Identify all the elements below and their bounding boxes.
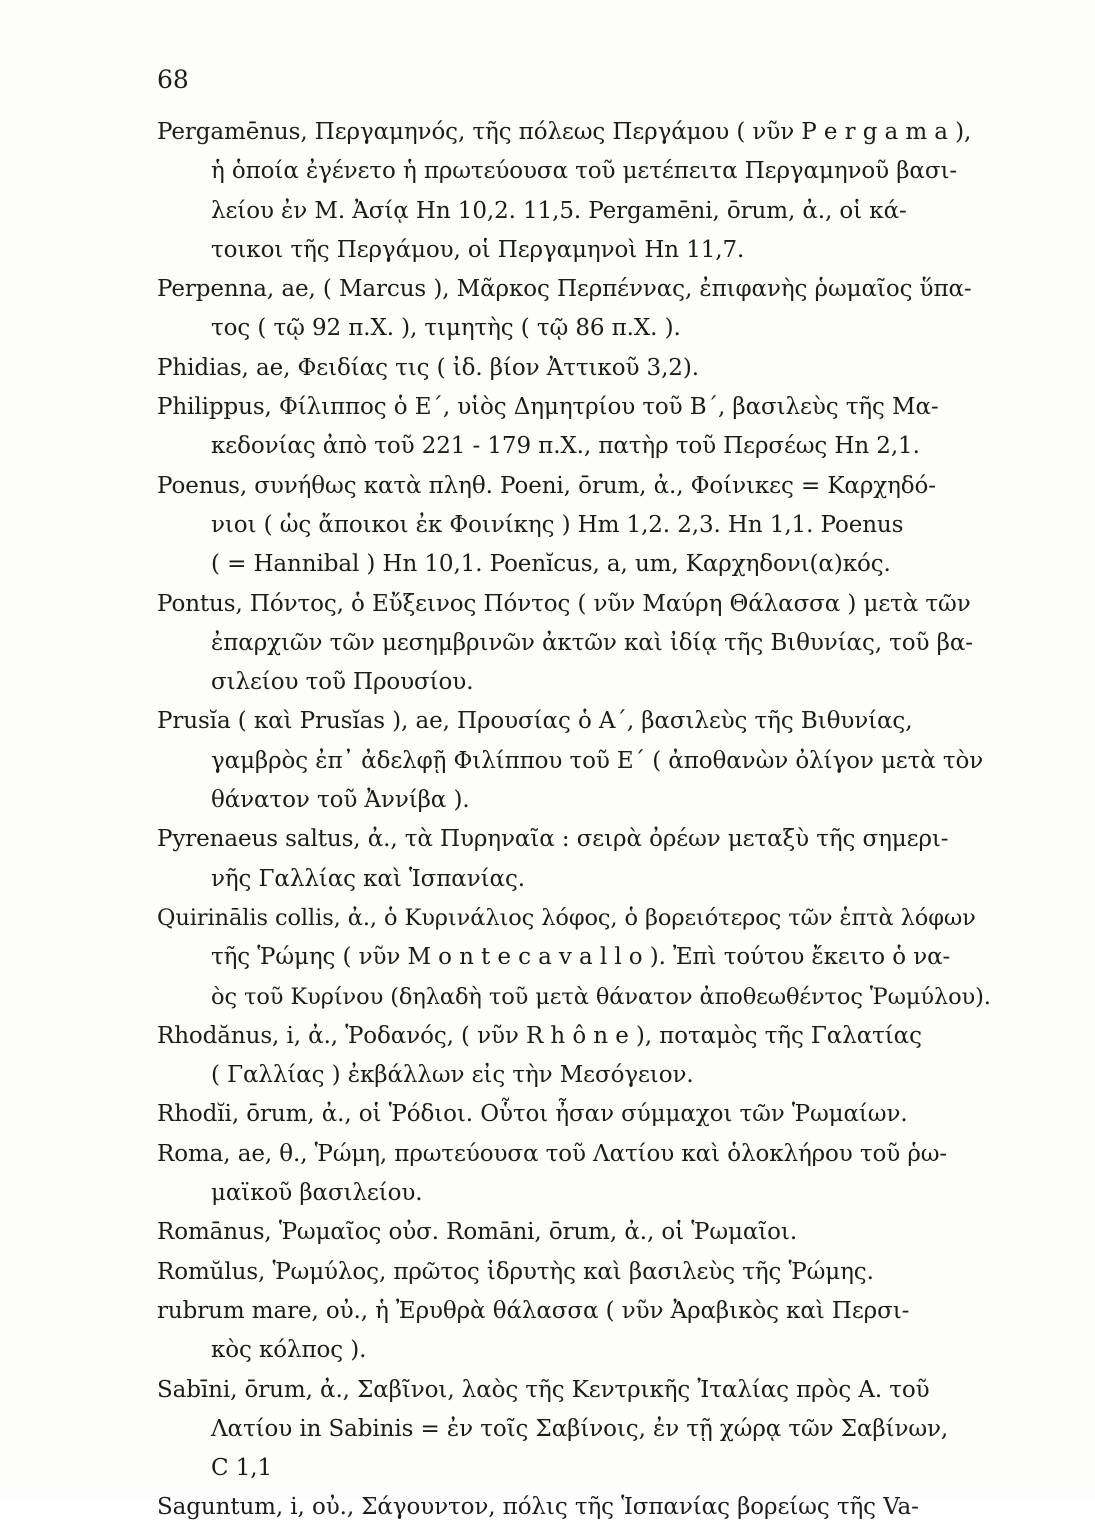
entry-first-line: Sabīni, ōrum, ἀ., Σαβῖνοι, λαὸς τῆς Κεντρικῆς Ἰταλίας πρὸς Α. τοῦ [157,1376,930,1403]
entry-first-line: Pyrenaeus saltus, ἀ., τὰ Πυρηναῖα : σειρὰ ὀρέων μεταξὺ τῆς σημερι- [157,826,949,853]
entry-continuation-line: ὸς τοῦ Κυρίνου (δηλαδὴ τοῦ μετὰ θάνατον ἀποθεωθέντος Ῥωμύλου). [211,983,991,1010]
entry-continuation-line: νῆς Γαλλίας καὶ Ἱσπανίας. [211,865,525,892]
glossary-entry [157,1292,992,1371]
entry-first-line: Prusĭa ( καὶ Prusĭas ), ae, Προυσίας ὁ Α΄, βασιλεὺς τῆς Βιθυνίας, [157,708,913,735]
entry-first-line: Quirinālis collis, ἀ., ὁ Κυρινάλιος λόφος, ὁ βορειότερος τῶν ἑπτὰ λόφων [157,904,976,931]
entry-continuation-line: ἡ ὁποία ἐγένετο ἡ πρωτεύουσα τοῦ μετέπειτα Περγαμηνοῦ βασι- [211,158,958,185]
entry-first-line: Philippus, Φίλιππος ὁ Ε΄, υἱὸς Δημητρίου τοῦ Β΄, βασιλεὺς τῆς Μα- [157,394,939,421]
entry-continuation-line: λείου ἐν M. Ἀσίᾳ Hn 10,2. 11,5. Pergamēni, ōrum, ἀ., οἱ κά- [211,197,907,224]
glossary-entry [157,1488,992,1527]
entry-first-line: Saguntum, i, οὐ., Σάγουντον, πόλις τῆς Ἱσπανίας βορείως τῆς Va- [157,1494,919,1521]
entry-first-line: Poenus, συνήθως κατὰ πληθ. Poeni, ōrum, ἀ., Φοίνικες = Καρχηδό- [157,472,936,499]
entry-continuation-line: ( Γαλλίας ) ἐκβάλλων εἰς τὴν Μεσόγειον. [211,1062,694,1089]
glossary-entry [157,388,992,467]
entry-first-line: rubrum mare, οὐ., ἡ Ἐρυθρὰ θάλασσα ( νῦν Ἀραβικὸς καὶ Περσι- [157,1297,910,1324]
glossary-entry [157,349,992,388]
glossary-entry [157,702,992,820]
glossary-entry [157,1135,992,1214]
glossary-entry [157,467,992,585]
entry-first-line: Pontus, Πόντος, ὁ Εὔξεινος Πόντος ( νῦν Μαύρη Θάλασσα ) μετὰ τῶν [157,590,971,617]
glossary-entry [157,1213,992,1252]
glossary-entry [157,113,992,270]
entry-continuation-line: Λατίου in Sabinis = ἐν τοῖς Σαβίνοις, ἐν τῇ χώρᾳ τῶν Σαβίνων, [211,1415,949,1442]
entry-first-line: Roma, ae, θ., Ῥώμη, πρωτεύουσα τοῦ Λατίου καὶ ὁλοκλήρου τοῦ ῥω- [157,1140,948,1167]
entry-continuation-line: μαϊκοῦ βασιλείου. [211,1180,423,1207]
entry-first-line: Romānus, Ῥωμαῖος οὐσ. Romāni, ōrum, ἀ., οἱ Ῥωμαῖοι. [157,1219,798,1246]
entry-continuation-line: κὸς κόλπος ). [211,1337,367,1364]
entry-continuation-line: τῆς Ῥώμης ( νῦν M o n t e c a v a l l o ). Ἐπὶ τούτου ἔκειτο ὁ να- [211,944,951,971]
entry-continuation-line: κεδονίας ἀπὸ τοῦ 221 - 179 π.X., πατὴρ τοῦ Περσέως Hn 2,1. [211,433,920,460]
glossary-entries [157,113,992,1528]
entry-continuation-line: τος ( τῷ 92 π.X. ), τιμητὴς ( τῷ 86 π.X. ). [211,315,681,342]
entry-continuation-line: θάνατον τοῦ Ἀννίβα ). [211,787,470,814]
entry-first-line: Perpenna, ae, ( Marcus ), Μᾶρκος Περπέννας, ἐπιφανὴς ῥωμαῖος ὕπα- [157,276,972,303]
entry-continuation-line: ἐπαρχιῶν τῶν μεσημβρινῶν ἀκτῶν καὶ ἰδίᾳ τῆς Βιθυνίας, τοῦ βα- [211,629,973,656]
entry-first-line: Phidias, ae, Φειδίας τις ( ἰδ. βίον Ἀττικοῦ 3,2). [157,354,699,381]
entry-continuation-line: C 1,1 [211,1455,272,1482]
glossary-entry [157,270,992,349]
entry-continuation-line: ( = Hannibal ) Hn 10,1. Poenĭcus, a, um, Καρχηδονι(α)κός. [211,551,891,578]
entry-continuation-line: σιλείου τοῦ Προυσίου. [211,669,474,696]
glossary-entry [157,1095,992,1134]
glossary-entry [157,820,992,899]
entry-continuation-line: τοικοι τῆς Περγάμου, οἱ Περγαμηνοὶ Hn 11,7. [211,236,745,263]
entry-continuation-line: γαμβρὸς ἐπ᾽ ἀδελφῇ Φιλίππου τοῦ Ε΄ ( ἀποθανὼν ὀλίγον μετὰ τὸν [211,747,984,774]
entry-continuation-line: νιοι ( ὡς ἄποικοι ἐκ Φοινίκης ) Hm 1,2. 2,3. Hn 1,1. Poenus [211,511,904,538]
glossary-entry [157,1371,992,1489]
glossary-entry [157,585,992,703]
entry-first-line: Rhodĭi, ōrum, ἀ., οἱ Ῥόδιοι. Οὗτοι ἦσαν σύμμαχοι τῶν Ῥωμαίων. [157,1101,908,1128]
page-number: 68 [157,65,189,94]
entry-first-line: Romŭlus, Ῥωμύλος, πρῶτος ἱδρυτὴς καὶ βασιλεὺς τῆς Ῥώμης. [157,1258,874,1285]
glossary-entry [157,1253,992,1292]
entry-first-line: Pergamēnus, Περγαμηνός, τῆς πόλεως Περγάμου ( νῦν P e r g a m a ), [157,119,972,145]
entry-first-line: Rhodănus, i, ἀ., Ῥοδανός, ( νῦν R h ô n e ), ποταμὸς τῆς Γαλατίας [157,1022,922,1049]
glossary-entry [157,1017,992,1096]
glossary-entry [157,899,992,1017]
